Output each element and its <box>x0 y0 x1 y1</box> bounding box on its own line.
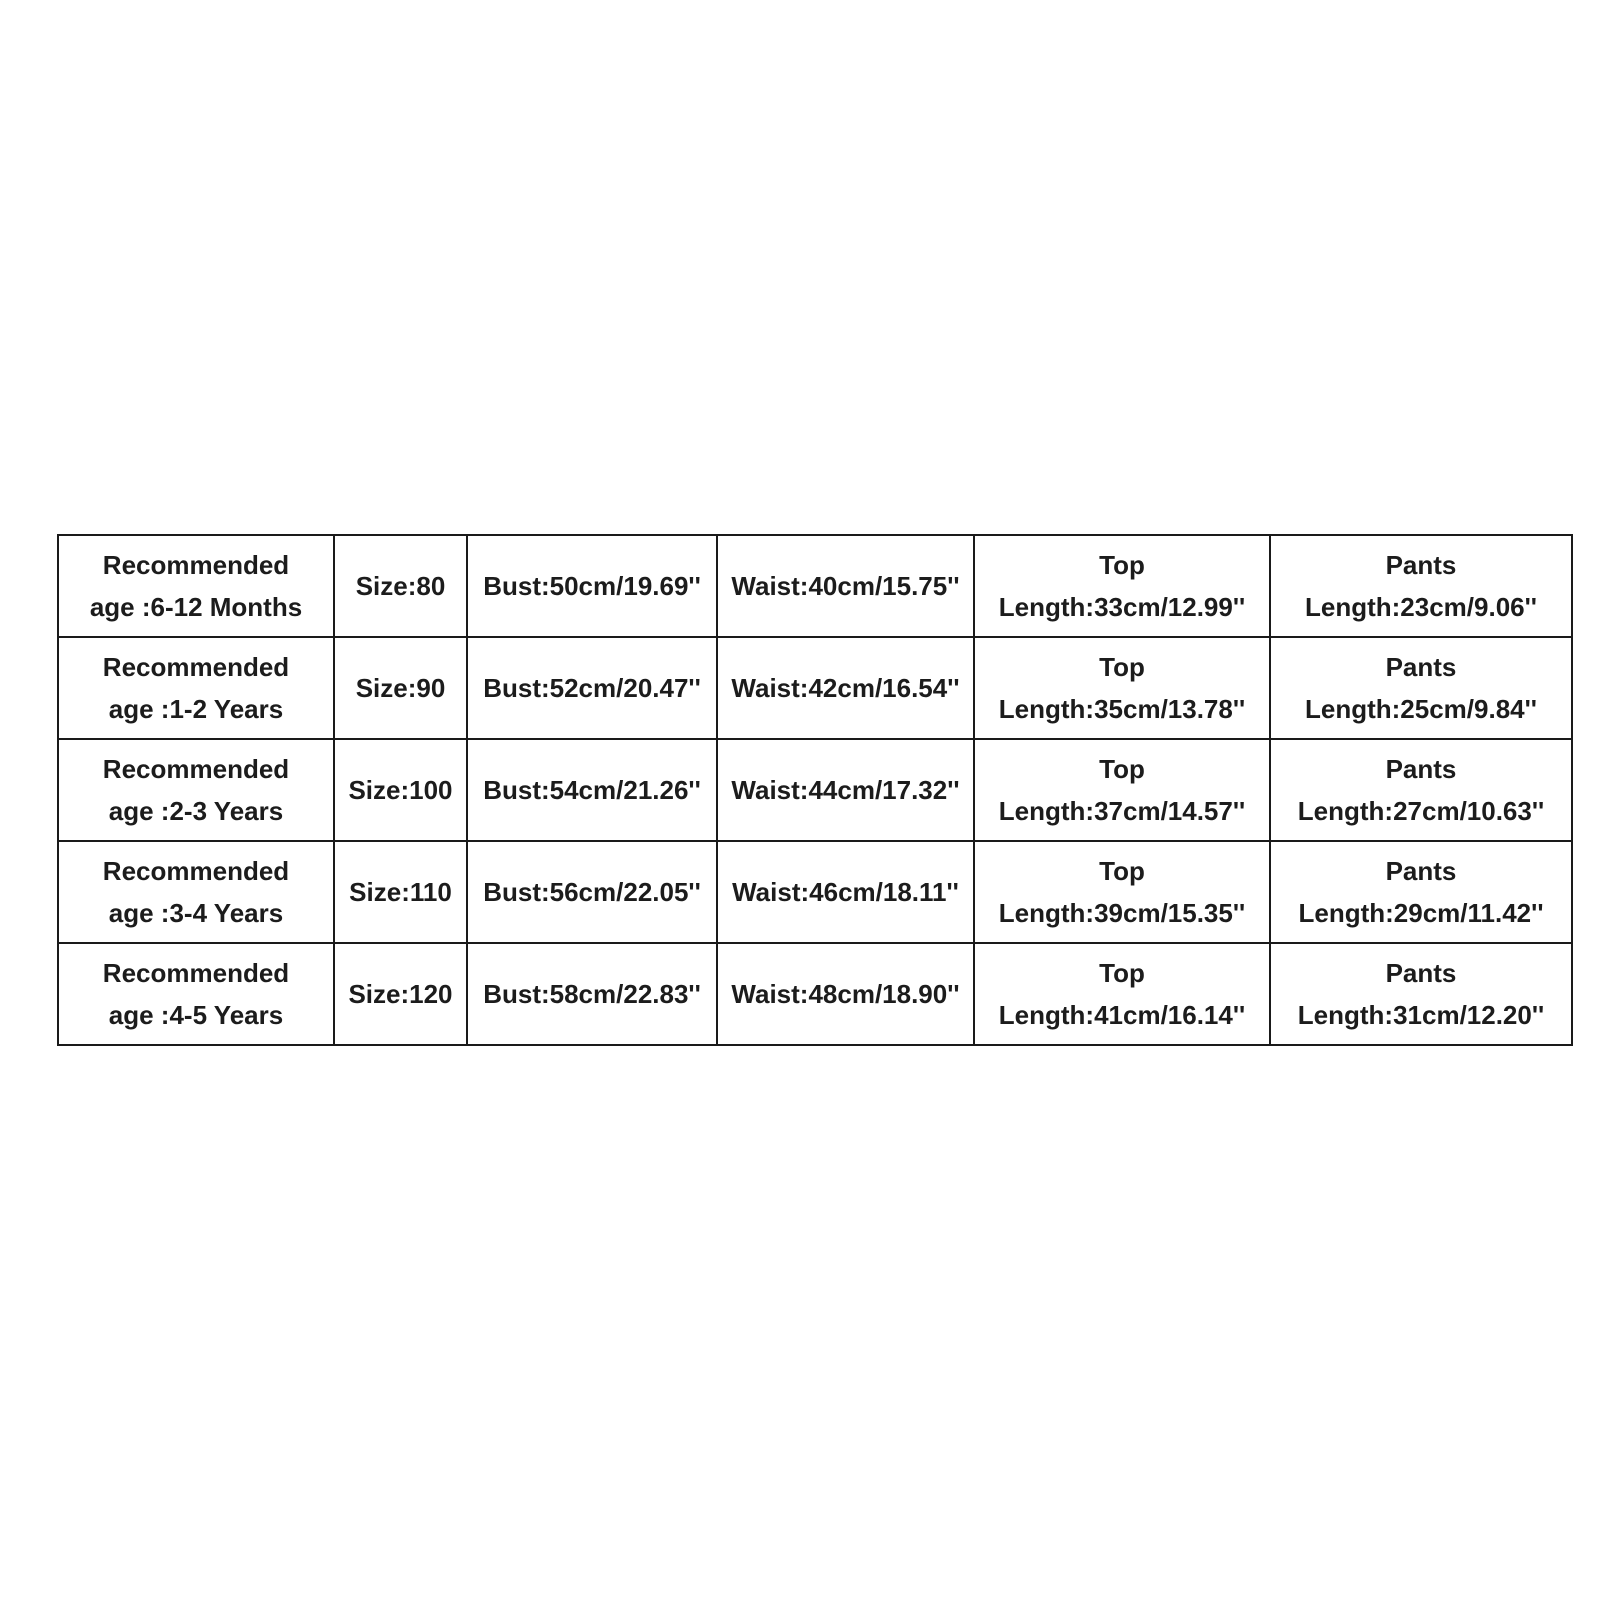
pants-length-value: Length:23cm/9.06'' <box>1305 592 1537 622</box>
pants-length-value: Length:27cm/10.63'' <box>1297 796 1545 826</box>
pants-label: Pants <box>1385 754 1457 784</box>
table-row <box>58 943 1572 1045</box>
table-row <box>58 739 1572 841</box>
pants-length-value: Length:25cm/9.84'' <box>1305 694 1537 724</box>
top-length-value: Length:35cm/13.78'' <box>998 694 1246 724</box>
age-label: Recommended <box>102 652 290 682</box>
size-cell: Size:80 <box>334 535 467 637</box>
age-range: age :6-12 Months <box>89 592 303 622</box>
table-row <box>58 535 1572 637</box>
size-cell: Size:100 <box>334 739 467 841</box>
pants-length-value: Length:31cm/12.20'' <box>1297 1000 1545 1030</box>
top-label: Top <box>1099 652 1145 682</box>
table-row <box>58 637 1572 739</box>
size-cell: Size:90 <box>334 637 467 739</box>
waist-cell: Waist:42cm/16.54'' <box>717 637 974 739</box>
size-cell: Size:120 <box>334 943 467 1045</box>
bust-cell: Bust:58cm/22.83'' <box>467 943 717 1045</box>
age-range: age :1-2 Years <box>108 694 284 724</box>
bust-cell: Bust:52cm/20.47'' <box>467 637 717 739</box>
age-cell <box>58 739 334 841</box>
age-label: Recommended <box>102 958 290 988</box>
age-label: Recommended <box>102 754 290 784</box>
age-range: age :2-3 Years <box>108 796 284 826</box>
age-label: Recommended <box>102 550 290 580</box>
age-label: Recommended <box>102 856 290 886</box>
age-cell <box>58 637 334 739</box>
pants-length-cell <box>1270 841 1572 943</box>
top-label: Top <box>1099 958 1145 988</box>
pants-length-cell <box>1270 637 1572 739</box>
top-length-value: Length:39cm/15.35'' <box>998 898 1246 928</box>
size-chart-table <box>57 534 1573 1046</box>
top-length-value: Length:41cm/16.14'' <box>998 1000 1246 1030</box>
age-cell <box>58 841 334 943</box>
pants-length-cell <box>1270 943 1572 1045</box>
top-label: Top <box>1099 856 1145 886</box>
pants-label: Pants <box>1385 958 1457 988</box>
bust-cell: Bust:54cm/21.26'' <box>467 739 717 841</box>
pants-label: Pants <box>1385 550 1457 580</box>
top-length-cell <box>974 535 1270 637</box>
pants-label: Pants <box>1385 856 1457 886</box>
top-length-cell <box>974 637 1270 739</box>
top-label: Top <box>1099 550 1145 580</box>
top-length-value: Length:33cm/12.99'' <box>998 592 1246 622</box>
waist-cell: Waist:48cm/18.90'' <box>717 943 974 1045</box>
waist-cell: Waist:46cm/18.11'' <box>717 841 974 943</box>
age-range: age :3-4 Years <box>108 898 284 928</box>
bust-cell: Bust:50cm/19.69'' <box>467 535 717 637</box>
age-cell <box>58 535 334 637</box>
bust-cell: Bust:56cm/22.05'' <box>467 841 717 943</box>
table-row <box>58 841 1572 943</box>
waist-cell: Waist:44cm/17.32'' <box>717 739 974 841</box>
top-length-cell <box>974 943 1270 1045</box>
age-range: age :4-5 Years <box>108 1000 284 1030</box>
pants-length-cell <box>1270 739 1572 841</box>
top-label: Top <box>1099 754 1145 784</box>
pants-label: Pants <box>1385 652 1457 682</box>
top-length-cell <box>974 841 1270 943</box>
top-length-cell <box>974 739 1270 841</box>
waist-cell: Waist:40cm/15.75'' <box>717 535 974 637</box>
pants-length-value: Length:29cm/11.42'' <box>1298 898 1544 928</box>
pants-length-cell <box>1270 535 1572 637</box>
age-cell <box>58 943 334 1045</box>
size-cell: Size:110 <box>334 841 467 943</box>
top-length-value: Length:37cm/14.57'' <box>998 796 1246 826</box>
